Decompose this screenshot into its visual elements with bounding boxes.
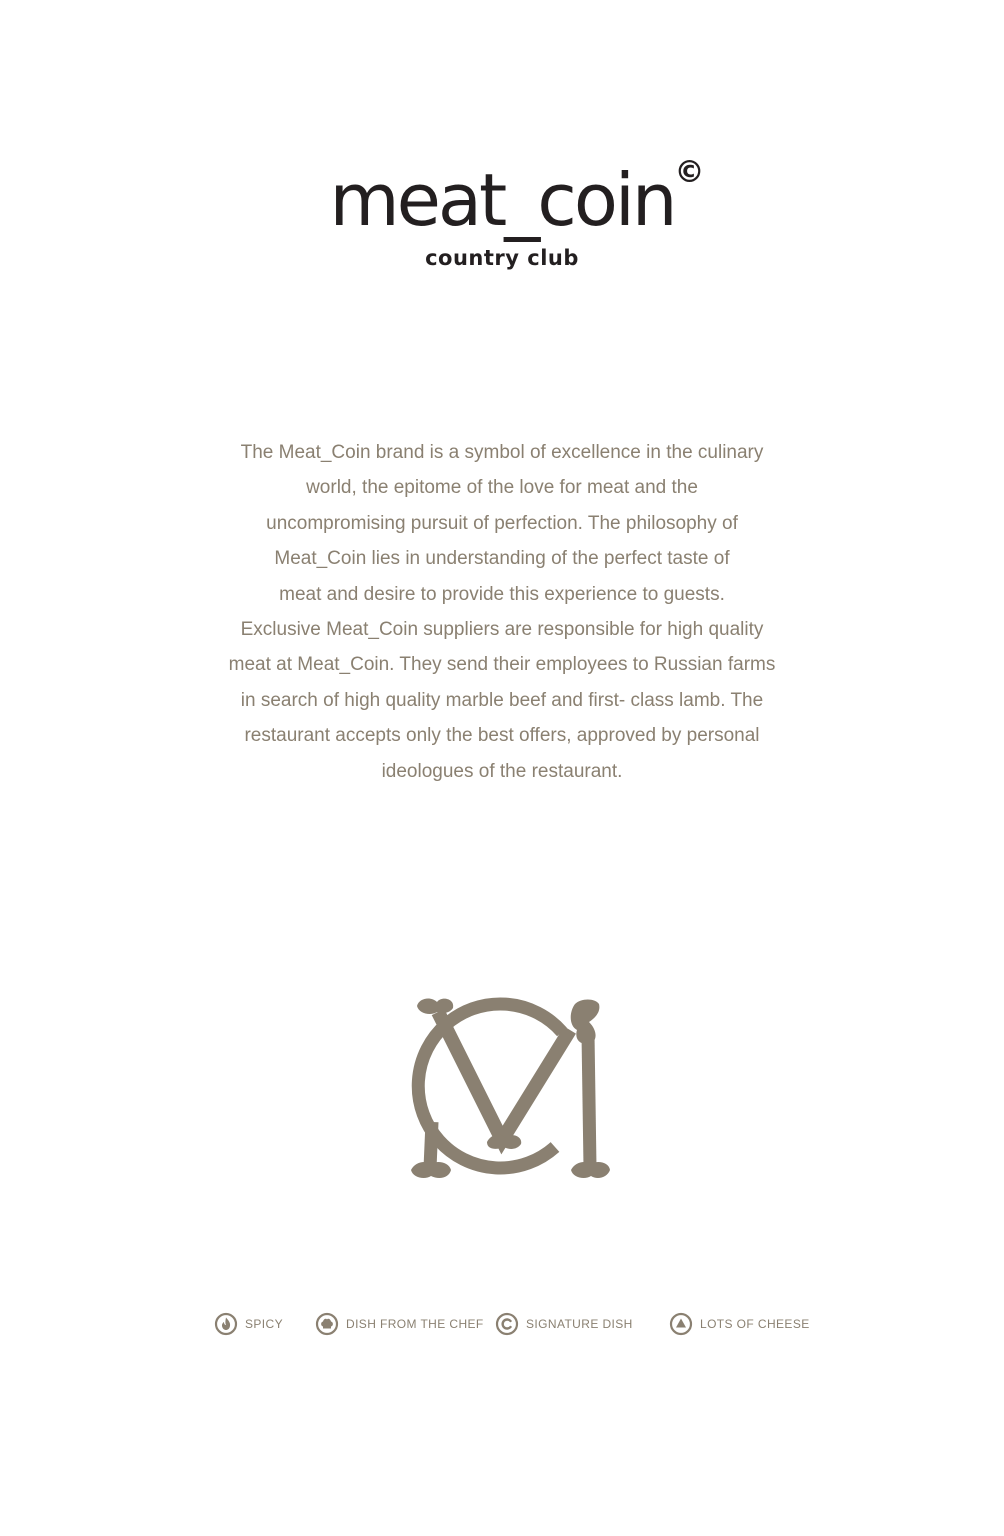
legend-item-lots-of-cheese <box>669 1308 810 1340</box>
spicy-flame-icon <box>214 1312 238 1336</box>
description-line: The Meat_Coin brand is a symbol of excellence in the culinary <box>240 442 764 463</box>
description-line: uncompromising pursuit of perfection. The philosophy of <box>266 512 738 534</box>
legend-item-dish-from-the-chef <box>315 1308 484 1340</box>
legend-label: SPICY <box>245 1317 284 1331</box>
brand-name: meat_coin <box>329 158 675 242</box>
brand-header <box>0 155 1004 270</box>
description-line: in search of high quality marble beef and first- class lamb. The <box>240 689 764 711</box>
description-line: Meat_Coin lies in understanding of the perfect taste of <box>274 548 730 570</box>
menu-legend <box>0 1308 1004 1340</box>
brand-wordmark <box>329 155 705 242</box>
description-line: world, the epitome of the love for meat and the <box>306 477 698 499</box>
description-line: Exclusive Meat_Coin suppliers are responsible for high quality <box>240 619 764 641</box>
description-line: restaurant accepts only the best offers, approved by personal <box>244 725 760 747</box>
chef-hat-icon <box>315 1312 339 1336</box>
brand-description <box>170 435 834 789</box>
brand-subtitle: country club <box>425 246 579 270</box>
legend-item-signature-dish <box>495 1308 633 1340</box>
description-line: meat at Meat_Coin. They send their employees to Russian farms <box>228 654 776 676</box>
legend-label: SIGNATURE DISH <box>526 1317 633 1331</box>
mc-monogram-logo-icon <box>405 992 615 1188</box>
cheese-triangle-icon <box>669 1312 693 1336</box>
description-line: meat and desire to provide this experience to guests. <box>279 583 725 605</box>
description-line: ideologues of the restaurant. <box>381 760 623 782</box>
legend-label: LOTS OF CHEESE <box>700 1317 810 1331</box>
legend-item-spicy <box>214 1308 283 1340</box>
legend-label: DISH FROM THE CHEF <box>346 1317 484 1331</box>
signature-c-icon <box>495 1312 519 1336</box>
copyright-mark: © <box>674 155 705 190</box>
